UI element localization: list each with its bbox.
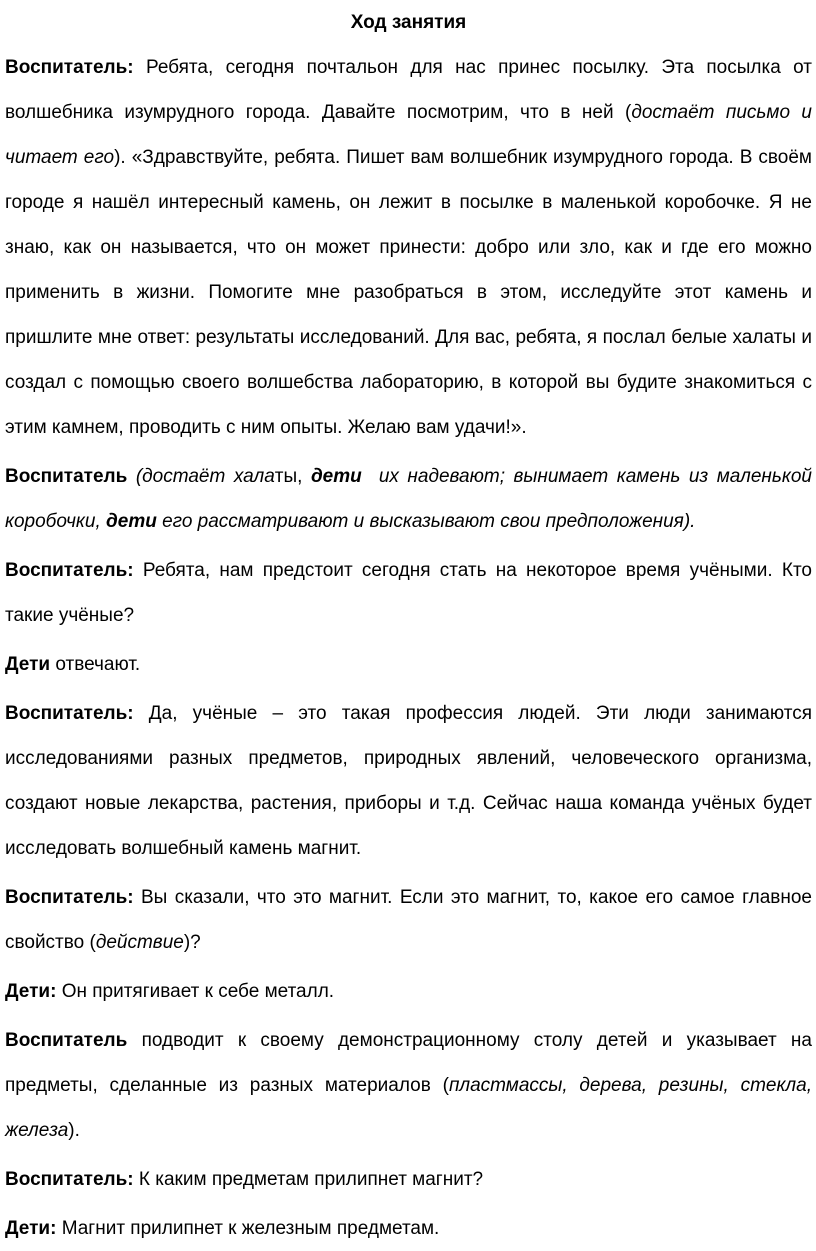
text-run: его рассматривают и высказывают свои предположения). xyxy=(156,511,696,532)
text-run: ). xyxy=(68,1120,80,1141)
text-run: дети xyxy=(106,511,157,532)
text-run: их надевают; вынимает камень из маленькой коробочки, xyxy=(5,466,812,532)
paragraph xyxy=(5,45,812,450)
text-run: Воспитатель: xyxy=(5,1169,139,1190)
text-run: Воспитатель: xyxy=(5,57,146,78)
text-run: достаёт письмо и читает его xyxy=(5,102,812,168)
text-run: Воспитатель xyxy=(5,466,136,487)
text-run: подводит к своему демонстрационному столу детей и указывает на предметы, сделанные из разных материалов ( xyxy=(5,1030,812,1096)
paragraph xyxy=(5,1157,812,1202)
text-run: Магнит прилипнет к железным предметам. xyxy=(61,1218,440,1239)
paragraph xyxy=(5,1206,812,1251)
text-run: Воспитатель: xyxy=(5,887,141,908)
text-run: действие xyxy=(95,932,184,953)
text-run: (достаёт хала xyxy=(135,466,275,487)
text-run: ты, xyxy=(274,466,311,487)
text-run: Дети: xyxy=(5,981,62,1002)
text-run: Ребята, сегодня почтальон для нас принес посылку. Эта посылка от волшебника изумрудного города. Давайте посмотрим, что в ней ( xyxy=(5,57,812,123)
paragraph xyxy=(5,454,812,544)
page-title: Ход занятия xyxy=(350,12,467,33)
text-run: отвечают. xyxy=(55,654,141,675)
text-run: Воспитатель: xyxy=(5,703,149,724)
text-run: Он притягивает к себе металл. xyxy=(61,981,335,1002)
text-run: Вы сказали, что это магнит. Если это магнит, то, какое его самое главное свойство ( xyxy=(5,887,813,953)
paragraph xyxy=(5,875,812,965)
text-run: ). «Здравствуйте, ребята. Пишет вам волшебник изумрудного города. В своём городе я нашёл интересный камень, он лежит в посылке в маленькой коробочке. Я не знаю, как он называется, что он может принести: добро или зло, как и где его можно применить в жизни. Помогите мне разобраться в этом, исследуйте этот камень и пришлите мне ответ: результаты исследований. Для вас, ребята, я послал белые халаты и создал с помощью своего волшебства лабораторию, в которой вы будите знакомиться с этим камнем, проводить с ним опыты. Желаю вам удачи!». xyxy=(5,147,812,438)
text-run: пластмассы, дерева, резины, стекла, железа xyxy=(5,1075,812,1141)
text-run: Да, учёные – это такая профессия людей. Эти люди занимаются исследованиями разных предметов, природных явлений, человеческого организма, создают новые лекарства, растения, приборы и т.д. Сейчас наша команда учёных будет исследовать волшебный камень магнит. xyxy=(5,703,812,859)
text-run: К каким предметам прилипнет магнит? xyxy=(138,1169,484,1190)
text-run: Дети: xyxy=(5,1218,62,1239)
paragraph xyxy=(5,691,812,871)
paragraph xyxy=(5,969,812,1014)
text-run: Воспитатель: xyxy=(5,560,143,581)
text-run: Дети xyxy=(5,654,56,675)
text-run: Воспитатель xyxy=(5,1030,142,1051)
paragraph xyxy=(5,1018,812,1153)
paragraph xyxy=(5,548,812,638)
paragraph xyxy=(5,642,812,687)
text-run: дети xyxy=(310,466,362,487)
text-run: )? xyxy=(183,932,201,953)
text-run: Ребята, нам предстоит сегодня стать на некоторое время учёными. Кто такие учёные? xyxy=(5,560,812,626)
document-body xyxy=(5,45,812,1251)
